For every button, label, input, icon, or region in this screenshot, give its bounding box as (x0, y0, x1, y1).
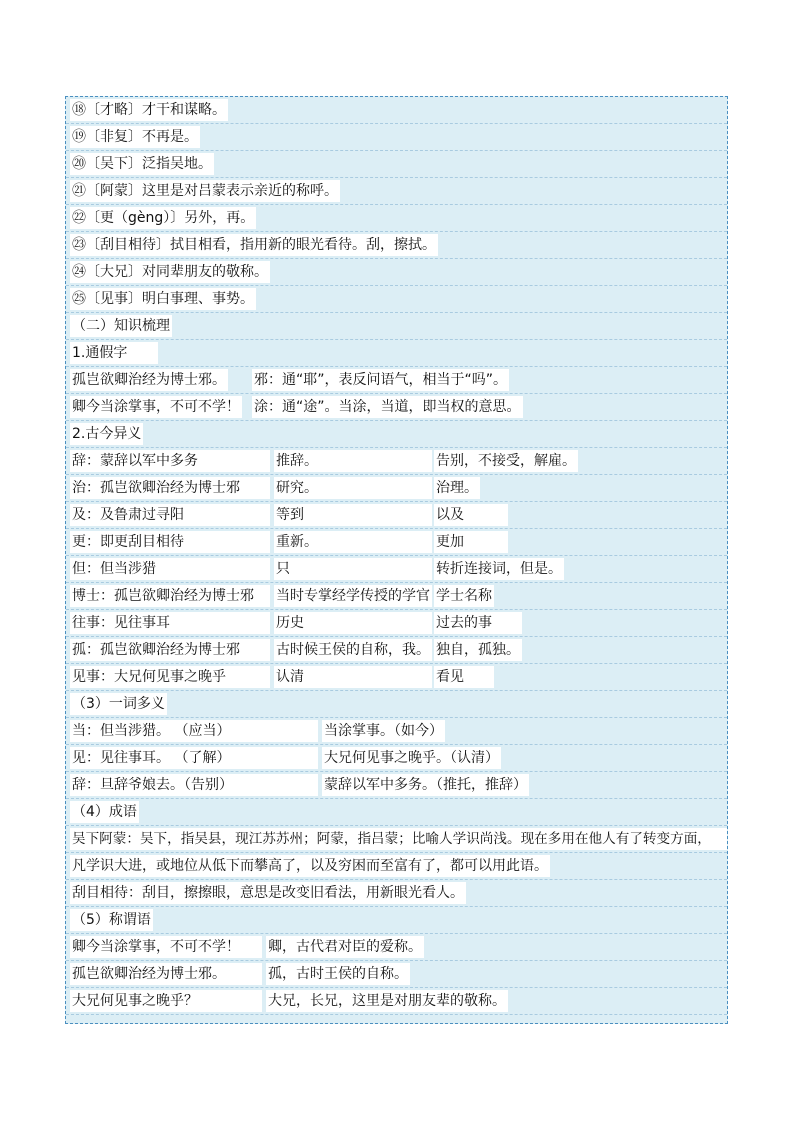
chengwei-row (66, 934, 727, 961)
chengwei-row (66, 988, 727, 1015)
section-heading-text: （二）知识梳理 (70, 315, 172, 337)
duoyi-heading: （3）一词多义 (70, 693, 167, 715)
gujin-ancient: 古时候王侯的自称，我。 (274, 639, 432, 661)
gujin-ancient: 当时专掌经学传授的学官 (274, 585, 432, 607)
gujin-modern: 独自，孤独。 (434, 639, 522, 661)
gujin-modern: 学士名称 (434, 585, 494, 607)
gujin-heading: 2.古今异义 (70, 423, 143, 445)
tongjia-sentence: 卿今当涂掌事，不可不学！ (70, 396, 242, 418)
tongjia-heading: 1.通假字 (70, 342, 158, 364)
gujin-modern: 治理。 (434, 477, 480, 499)
duoyi-row (66, 745, 727, 772)
note-text: ⑲〔非复〕不再是。 (70, 126, 200, 148)
subsection-heading (66, 691, 727, 718)
chengwei-sentence: 卿今当涂掌事，不可不学！ (70, 936, 262, 958)
gujin-ancient: 历史 (274, 612, 432, 634)
gujin-word: 更：即更刮目相待 (70, 531, 270, 553)
chengyu-line (66, 880, 727, 907)
gujin-modern: 更加 (434, 531, 508, 553)
gujin-row (66, 556, 727, 583)
duoyi-meaning-2: 当涂掌事。（如今） (322, 720, 445, 742)
gujin-word: 见事：大兄何见事之晚乎 (70, 666, 270, 688)
gujin-row (66, 610, 727, 637)
subsection-heading (66, 799, 727, 826)
duoyi-meaning-1: 见：见往事耳。 （了解） (70, 747, 318, 769)
note-text: ⑱〔才略〕才干和谋略。 (70, 99, 228, 121)
gujin-modern: 过去的事 (434, 612, 522, 634)
note-text: ㉒〔更（gèng）〕另外，再。 (70, 207, 256, 229)
note-text: ㉔〔大兄〕对同辈朋友的敬称。 (70, 261, 270, 283)
gujin-modern: 看见 (434, 666, 494, 688)
gujin-modern: 转折连接词，但是。 (434, 558, 564, 580)
tongjia-row (66, 367, 727, 394)
section-heading (66, 313, 727, 340)
note-row (66, 286, 727, 313)
duoyi-meaning-1: 当：但当涉猎。 （应当） (70, 720, 318, 742)
gujin-row (66, 664, 727, 691)
gujin-word: 治：孤岂欲卿治经为博士邪 (70, 477, 270, 499)
gujin-row (66, 583, 727, 610)
duoyi-meaning-1: 辞：旦辞爷娘去。（告别） (70, 774, 318, 796)
subsection-heading (66, 421, 727, 448)
duoyi-meaning-2: 蒙辞以军中多务。（推托，推辞） (322, 774, 529, 796)
tongjia-row (66, 394, 727, 421)
gujin-word: 孤：孤岂欲卿治经为博士邪 (70, 639, 270, 661)
duoyi-row (66, 718, 727, 745)
chengyu-line (66, 853, 727, 880)
tongjia-sentence: 孤岂欲卿治经为博士邪。 (70, 369, 228, 391)
note-row (66, 232, 727, 259)
note-row (66, 124, 727, 151)
note-text: ⑳〔吴下〕泛指吴地。 (70, 153, 214, 175)
duoyi-row (66, 772, 727, 799)
gujin-word: 辞：蒙辞以军中多务 (70, 450, 270, 472)
chengyu-text: 凡学识大进，或地位从低下而攀高了，以及穷困而至富有了，都可以用此语。 (70, 855, 550, 877)
gujin-row (66, 448, 727, 475)
gujin-row (66, 475, 727, 502)
gujin-ancient: 只 (274, 558, 432, 580)
note-row (66, 151, 727, 178)
gujin-row (66, 637, 727, 664)
chengwei-row (66, 961, 727, 988)
gujin-modern: 以及 (434, 504, 508, 526)
gujin-modern: 告别，不接受，解雇。 (434, 450, 578, 472)
chengyu-text: 刮目相待：刮目，擦擦眼，意思是改变旧看法，用新眼光看人。 (70, 882, 466, 904)
note-row (66, 178, 727, 205)
chengyu-heading: （4）成语 (70, 801, 139, 823)
chengwei-explanation: 大兄，长兄，这里是对朋友辈的敬称。 (266, 990, 508, 1012)
subsection-heading (66, 907, 727, 934)
gujin-row (66, 529, 727, 556)
note-text: ㉓〔刮目相待〕拭目相看，指用新的眼光看待。刮，擦拭。 (70, 234, 438, 256)
gujin-ancient: 研究。 (274, 477, 432, 499)
gujin-row (66, 502, 727, 529)
gujin-ancient: 重新。 (274, 531, 432, 553)
chengwei-heading: （5）称谓语 (70, 909, 153, 931)
gujin-ancient: 等到 (274, 504, 432, 526)
note-row (66, 97, 727, 124)
note-text: ㉕〔见事〕明白事理、事势。 (70, 288, 256, 310)
duoyi-meaning-2: 大兄何见事之晚乎。（认清） (322, 747, 501, 769)
gujin-word: 及：及鲁肃过寻阳 (70, 504, 270, 526)
tongjia-explanation: 涂：通“途”。当涂，当道，即当权的意思。 (252, 396, 523, 418)
note-row (66, 205, 727, 232)
subsection-heading (66, 340, 727, 367)
chengyu-text: 吴下阿蒙：吴下，指吴县，现江苏苏州；阿蒙，指吕蒙；比喻人学识尚浅。现在多用在他人有了转变方面， (70, 828, 727, 850)
gujin-word: 往事：见往事耳 (70, 612, 270, 634)
gujin-word: 但：但当涉猎 (70, 558, 270, 580)
content-box (65, 96, 728, 1024)
gujin-ancient: 推辞。 (274, 450, 432, 472)
note-row (66, 259, 727, 286)
note-text: ㉑〔阿蒙〕这里是对吕蒙表示亲近的称呼。 (70, 180, 340, 202)
tongjia-explanation: 邪：通“耶”，表反问语气，相当于“吗”。 (252, 369, 509, 391)
chengwei-explanation: 孤，古时王侯的自称。 (266, 963, 410, 985)
chengyu-line (66, 826, 727, 853)
chengwei-explanation: 卿，古代君对臣的爱称。 (266, 936, 424, 958)
gujin-ancient: 认清 (274, 666, 432, 688)
gujin-word: 博士：孤岂欲卿治经为博士邪 (70, 585, 270, 607)
chengwei-sentence: 孤岂欲卿治经为博士邪。 (70, 963, 262, 985)
chengwei-sentence: 大兄何见事之晚乎？ (70, 990, 262, 1012)
